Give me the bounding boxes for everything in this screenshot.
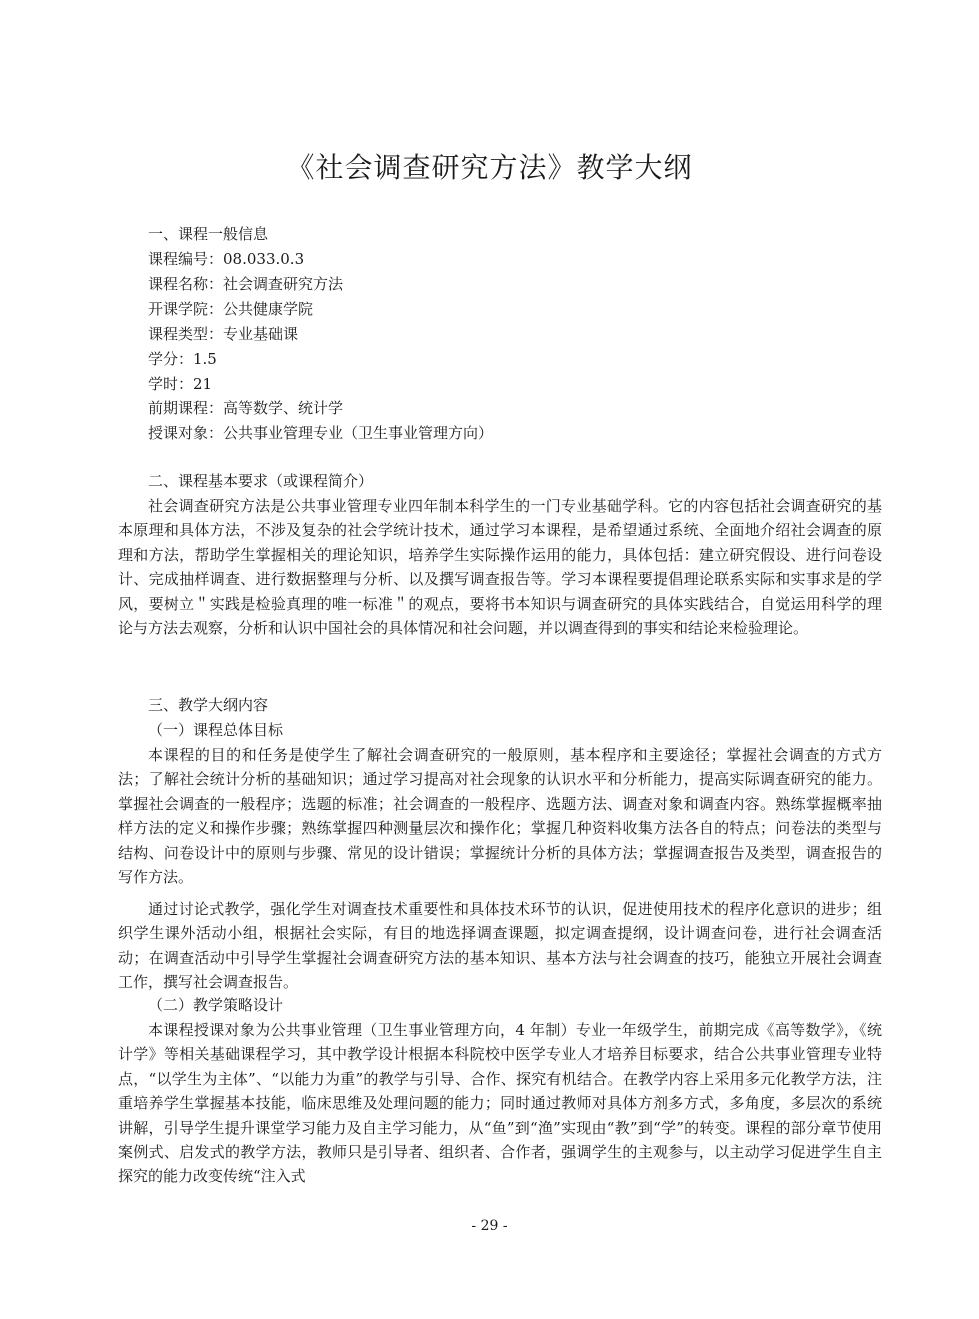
info-line-course-type: 课程类型：专业基础课: [148, 325, 299, 343]
page-title: 《社会调查研究方法》教学大纲: [286, 151, 693, 184]
info-line-audience: 授课对象：公共事业管理专业（卫生事业管理方向）: [148, 424, 494, 442]
info-line-course-name: 课程名称：社会调查研究方法: [148, 275, 344, 293]
info-line-course-code: 课程编号：08.033.0.3: [148, 250, 305, 268]
strategy-paragraph: 本课程授课对象为公共事业管理（卫生事业管理方向，4 年制）专业一年级学生，前期完成《高等数学》，《统计学》等相关基础课程学习，其中教学设计根据本科院校中医学专业人才培养目标要求，结合公共事业管理专业特点，“以学生为主体”、“以能力为重”的教学与引导、合作、探究有机结合。在教学内容上采用多元化教学方法，注重培养学生掌握基本技能，临床思维及处理问题的能力；同时通过教师对具体方剂多方式，多角度，多层次的系统讲解，引导学生提升课堂学习能力及自主学习能力，从“鱼”到“渔”实现由“教”到“学”的转变。课程的部分章节使用案例式、启发式的教学方法，教师只是引导者、组织者、合作者，强调学生的主观参与，以主动学习促进学生自主探究的能力改变传统“注入式: [118, 1021, 882, 1186]
requirements-paragraph: 社会调查研究方法是公共事业管理专业四年制本科学生的一门专业基础学科。它的内容包括社会调查研究的基本原理和具体方法，不涉及复杂的社会学统计技术，通过学习本课程，是希望通过系统、全面地介绍社会调查的原理和方法，帮助学生掌握相关的理论知识，培养学生实际操作运用的能力，具体包括：建立研究假设、进行问卷设计、完成抽样调查、进行数据整理与分析、以及撰写调查报告等。学习本课程要提倡理论联系实际和实事求是的学风，要树立＂实践是检验真理的唯一标准＂的观点，要将书本知识与调查研究的具体实践结合，自觉运用科学的理论与方法去观察，分析和认识中国社会的具体情况和社会问题，并以调查得到的事实和结论来检验理论。: [118, 497, 882, 638]
page-number: - 29 -: [471, 1218, 508, 1234]
goals-paragraph-1: 本课程的目的和任务是使学生了解社会调查研究的一般原则，基本程序和主要途径；掌握社会调查的方式方法；了解社会统计分析的基础知识；通过学习提高对社会现象的认识水平和分析能力，提高实际调查研究的能力。掌握社会调查的一般程序；选题的标准；社会调查的一般程序、选题方法、调查对象和调查内容。熟练掌握概率抽样方法的定义和操作步骤；熟练掌握四种测量层次和操作化；掌握几种资料收集方法各自的特点；问卷法的类型与结构、问卷设计中的原则与步骤、常见的设计错误；掌握统计分析的具体方法；掌握调查报告及类型，调查报告的写作方法。: [118, 746, 882, 887]
section-heading-general-info: 一、课程一般信息: [148, 225, 269, 243]
goals-paragraph-2: 通过讨论式教学，强化学生对调查技术重要性和具体技术环节的认识，促进使用技术的程序化意识的进步；组织学生课外活动小组，根据社会实际，有目的地选择调查课题，拟定调查提纲，设计调查问卷，进行社会调查活动；在调查活动中引导学生掌握社会调查研究方法的基本知识、基本方法与社会调查的技巧，能独立开展社会调查工作，撰写社会调查报告。: [118, 900, 882, 992]
info-line-college: 开课学院：公共健康学院: [148, 300, 314, 318]
section-heading-syllabus: 三、教学大纲内容: [148, 696, 269, 714]
info-line-credits: 学分：1.5: [148, 350, 217, 368]
subsection-heading-strategy: （二）教学策略设计: [148, 996, 284, 1014]
info-line-hours: 学时：21: [148, 375, 213, 393]
info-line-prerequisites: 前期课程：高等数学、统计学: [148, 399, 344, 417]
subsection-heading-goals: （一）课程总体目标: [148, 721, 284, 739]
section-heading-requirements: 二、课程基本要求（或课程简介）: [148, 472, 374, 490]
